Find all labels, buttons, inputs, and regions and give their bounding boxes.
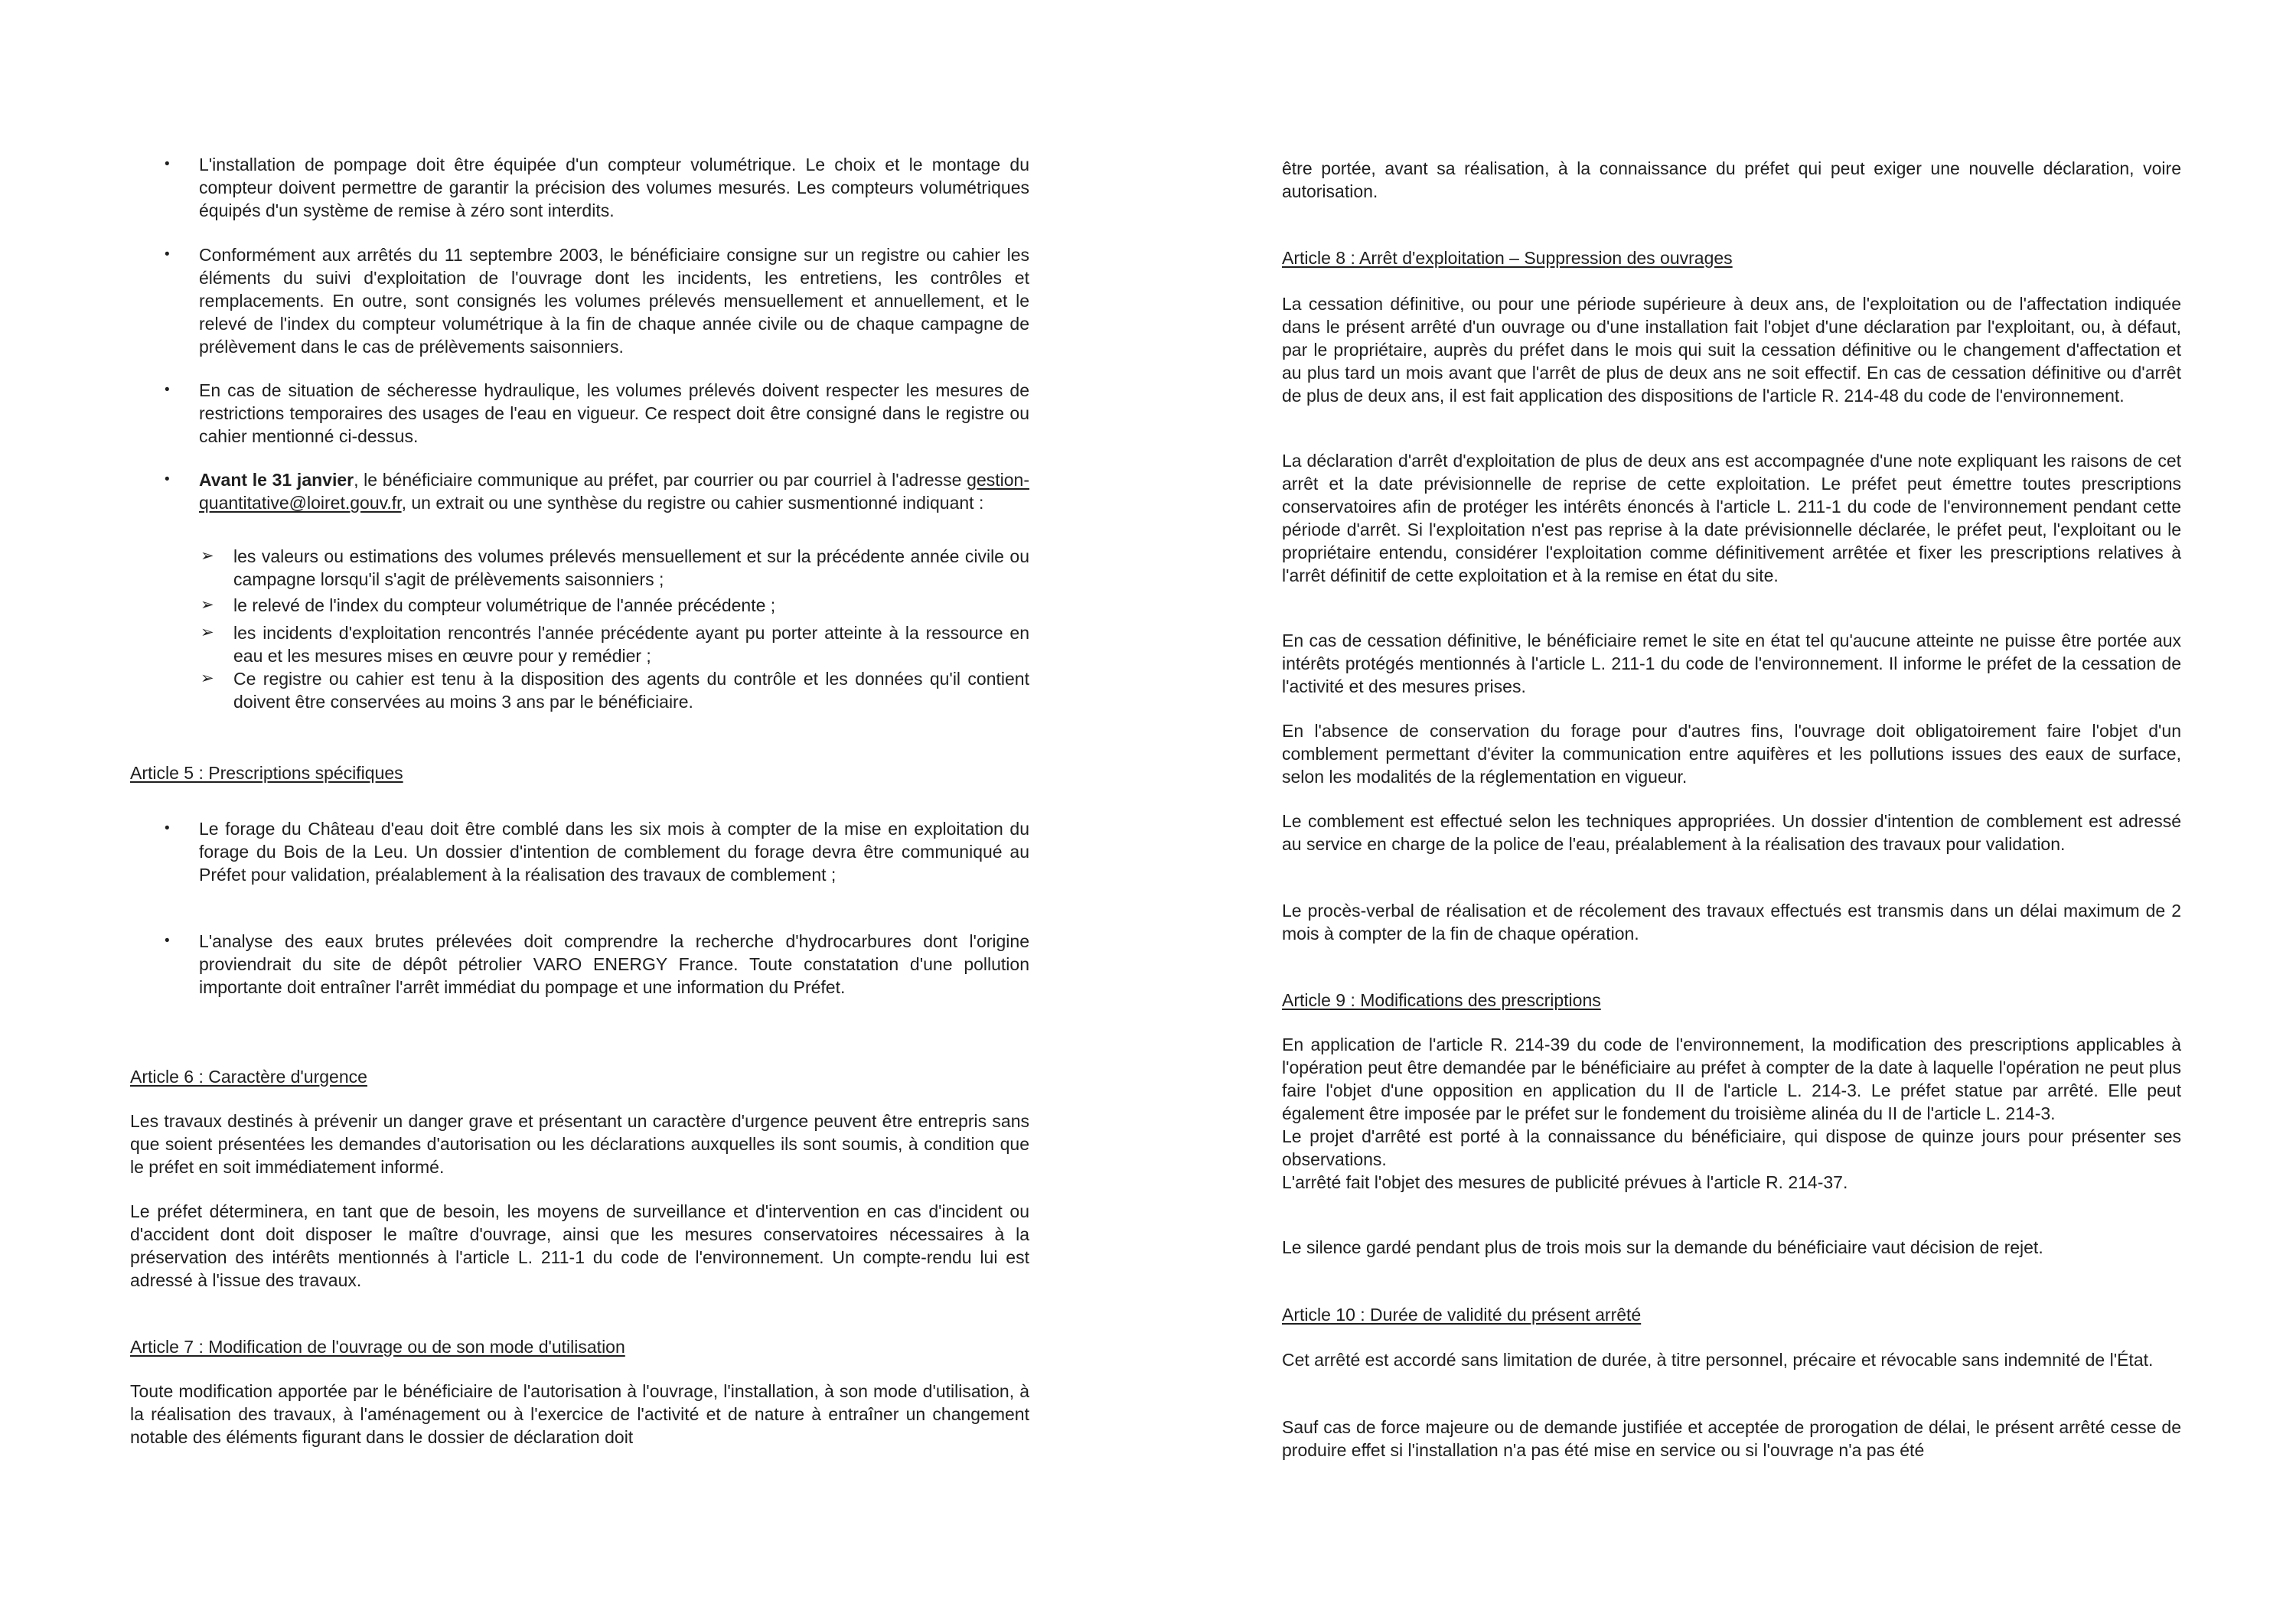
list-item bbox=[130, 379, 1029, 448]
paragraph-block bbox=[1282, 899, 2181, 945]
arrow-bullet-icon: ➢ bbox=[201, 547, 214, 565]
paragraph: La déclaration d'arrêt d'exploitation de plus de deux ans est accompagnée d'une note expliquant les raisons de cet arrêt et la date prévisionnelle de reprise de cette exploitation. Le préfet peut émettre toutes prescriptions conservatoires afin de protéger les intérêts énoncés à l'article L. 211-1 du code de l'environnement pendant cette période d'arrêt. Si l'exploitation n'est pas reprise à la date prévisionnelle déclarée, le préfet peut, l'exploitant ou le propriétaire entendu, considérer l'exploitation comme définitivement arrêtée et fixer les prescriptions relatives à l'arrêt définitif de cette exploitation et à la remise en état du site. bbox=[1282, 451, 2181, 585]
arrow-bullet-icon: ➢ bbox=[201, 670, 214, 687]
article-7-heading: Article 7 : Modification de l'ouvrage ou de son mode d'utilisation bbox=[130, 1337, 625, 1357]
paragraph-block bbox=[1282, 1033, 2181, 1194]
list-item bbox=[130, 468, 1029, 514]
bullet-icon: • bbox=[165, 246, 170, 262]
bullet-icon: • bbox=[165, 156, 170, 172]
paragraph-block bbox=[1282, 1348, 2181, 1371]
article-8-heading: Article 8 : Arrêt d'exploitation – Suppression des ouvrages bbox=[1282, 248, 1733, 268]
paragraph: L'installation de pompage doit être équipée d'un compteur volumétrique. Le choix et le montage du compteur doivent permettre de garantir la précision des volumes mesurés. Les compteurs volumétriques équipés d'un système de remise à zéro sont interdits. bbox=[199, 155, 1029, 220]
paragraph: En cas de situation de sécheresse hydraulique, les volumes prélevés doivent respecter les mesures de restrictions temporaires des usages de l'eau en vigueur. Ce respect doit être consigné dans le registre ou cahier mentionné ci-dessus. bbox=[199, 380, 1029, 446]
paragraph-block bbox=[1282, 629, 2181, 698]
deadline-label: Avant le 31 janvier bbox=[199, 470, 354, 490]
paragraph: Le comblement est effectué selon les techniques appropriées. Un dossier d'intention de comblement est adressé au service en charge de la police de l'eau, préalablement à la réalisation des travaux pour validation. bbox=[1282, 811, 2181, 854]
paragraph-block bbox=[130, 1380, 1029, 1449]
paragraph-block bbox=[130, 1200, 1029, 1292]
paragraph-block bbox=[1282, 810, 2181, 855]
paragraph: La cessation définitive, ou pour une période supérieure à deux ans, de l'exploitation ou de l'affectation indiquée dans le présent arrêté d'un ouvrage ou d'une installation fait l'objet d'une déclaration par l'exploitant, ou, à défaut, par le propriétaire, auprès du préfet dans le mois qui suit la cessation définitive ou le changement d'affectation et au plus tard un mois avant que l'arrêt de plus de deux ans ne soit effectif. En cas de cessation définitive ou d'arrêt de plus de deux ans, il est fait application des dispositions de l'article R. 214-48 du code de l'environnement. bbox=[1282, 294, 2181, 406]
paragraph-block bbox=[1282, 449, 2181, 587]
paragraph: Le silence gardé pendant plus de trois mois sur la demande du bénéficiaire vaut décision de rejet. bbox=[1282, 1237, 2043, 1257]
paragraph: Cet arrêté est accordé sans limitation de durée, à titre personnel, précaire et révocable sans indemnité de l'État. bbox=[1282, 1350, 2154, 1370]
arrow-bullet-icon: ➢ bbox=[201, 624, 214, 641]
bullet-icon: • bbox=[165, 933, 170, 949]
sub-list-item bbox=[130, 621, 1029, 667]
paragraph: Le forage du Château d'eau doit être comblé dans les six mois à compter de la mise en exploitation du forage du Bois de la Leu. Un dossier d'intention de comblement du forage devra être communiqué au Préfet pour validation, préalablement à la réalisation des travaux de comblement ; bbox=[199, 819, 1029, 885]
paragraph: En l'absence de conservation du forage pour d'autres fins, l'ouvrage doit obligatoirement faire l'objet d'un comblement permettant d'éviter la communication entre aquifères et les pollutions issues des eaux de surface, selon les modalités de la réglementation en vigueur. bbox=[1282, 721, 2181, 787]
paragraph: En cas de cessation définitive, le bénéficiaire remet le site en état tel qu'aucune atteinte ne puisse être portée aux intérêts protégés mentionnés à l'article L. 211-1 du code de l'environnement. Il informe le préfet de la cessation de l'activité et des mesures prises. bbox=[1282, 631, 2181, 696]
paragraph: Le projet d'arrêté est porté à la connaissance du bénéficiaire, qui dispose de quinze jours pour présenter ses observations. bbox=[1282, 1126, 2181, 1169]
paragraph: En application de l'article R. 214-39 du code de l'environnement, la modification des prescriptions applicables à l'opération peut être demandée par le bénéficiaire au préfet à compter de la date à laquelle l'opération ne peut plus faire l'objet d'une opposition en application du II de l'article L. 214-3. Le préfet statue par arrêté. Elle peut également être imposée par le préfet sur le fondement du troisième alinéa du II de l'article L. 214-3. bbox=[1282, 1035, 2181, 1123]
article-10-heading: Article 10 : Durée de validité du présent arrêté bbox=[1282, 1305, 1642, 1325]
paragraph: Le procès-verbal de réalisation et de récolement des travaux effectués est transmis dans un délai maximum de 2 mois à compter de la fin de chaque opération. bbox=[1282, 901, 2181, 943]
paragraph: L'arrêté fait l'objet des mesures de publicité prévues à l'article R. 214-37. bbox=[1282, 1172, 1848, 1192]
paragraph-block bbox=[1282, 719, 2181, 788]
list-item bbox=[130, 153, 1029, 222]
paragraph: Conformément aux arrêtés du 11 septembre 2003, le bénéficiaire consigne sur un registre ou cahier les éléments du suivi d'exploitation de l'ouvrage dont les incidents, les entretiens, les contrôles et remplacements. En outre, sont consignés les volumes prélevés mensuellement et annuellement, et le relevé de l'index du compteur volumétrique à la fin de chaque année civile ou de chaque campagne de prélèvement dans le cas de prélèvements saisonniers. bbox=[199, 245, 1029, 357]
paragraph-block bbox=[1282, 292, 2181, 407]
list-item bbox=[130, 243, 1029, 358]
article-9-heading: Article 9 : Modifications des prescriptions bbox=[1282, 990, 1601, 1010]
paragraph bbox=[199, 468, 1029, 514]
sub-paragraph: les valeurs ou estimations des volumes prélevés mensuellement et sur la précédente année civile ou campagne lorsqu'il s'agit de prélèvements saisonniers ; bbox=[233, 546, 1029, 589]
list-item bbox=[130, 817, 1029, 886]
bullet-icon: • bbox=[165, 820, 170, 836]
paragraph-block bbox=[130, 1110, 1029, 1178]
paragraph-block bbox=[1282, 1236, 2181, 1259]
sub-list-item bbox=[130, 545, 1029, 591]
article-5-heading: Article 5 : Prescriptions spécifiques bbox=[130, 763, 403, 783]
text-span: , un extrait ou une synthèse du registre ou cahier susmentionné indiquant : bbox=[401, 493, 984, 513]
paragraph: être portée, avant sa réalisation, à la connaissance du préfet qui peut exiger une nouvelle déclaration, voire autorisation. bbox=[1282, 158, 2181, 201]
paragraph-block bbox=[1282, 1416, 2181, 1462]
email-link[interactable]: gestion-quantitative@loiret.gouv.fr bbox=[199, 470, 1029, 513]
sub-paragraph: Ce registre ou cahier est tenu à la disposition des agents du contrôle et les données qu'il contient doivent être conservées au moins 3 ans par le bénéficiaire. bbox=[233, 669, 1029, 712]
paragraph: Sauf cas de force majeure ou de demande justifiée et acceptée de prorogation de délai, le présent arrêté cesse de produire effet si l'installation n'a pas été mise en service ou si l'ouvrage n'a pas été bbox=[1282, 1417, 2181, 1460]
sub-paragraph: le relevé de l'index du compteur volumétrique de l'année précédente ; bbox=[233, 595, 776, 615]
paragraph-block bbox=[1282, 157, 2181, 203]
list-item bbox=[130, 930, 1029, 999]
bullet-icon: • bbox=[165, 382, 170, 398]
arrow-bullet-icon: ➢ bbox=[201, 596, 214, 614]
paragraph: Le préfet déterminera, en tant que de besoin, les moyens de surveillance et d'intervention en cas d'incident ou d'accident dont doit disposer le maître d'ouvrage, ainsi que les mesures conservatoires nécessaires à la préservation des intérêts mentionnés à l'article L. 211-1 du code de l'environnement. Un compte-rendu lui est adressé à l'issue des travaux. bbox=[130, 1201, 1029, 1290]
sub-paragraph: les incidents d'exploitation rencontrés l'année précédente ayant pu porter atteinte à la ressource en eau et les mesures mises en œuvre pour y remédier ; bbox=[233, 623, 1029, 666]
paragraph: Toute modification apportée par le bénéficiaire de l'autorisation à l'ouvrage, l'installation, à son mode d'utilisation, à la réalisation des travaux, à l'aménagement ou à l'exercice de l'activité et de nature à entraîner un changement notable des éléments figurant dans le dossier de déclaration doit bbox=[130, 1381, 1029, 1447]
article-6-heading: Article 6 : Caractère d'urgence bbox=[130, 1067, 367, 1087]
text-span: , le bénéficiaire communique au préfet, par courrier ou par courriel à l'adresse bbox=[354, 470, 967, 490]
sub-list-item bbox=[130, 594, 1029, 617]
paragraph: L'analyse des eaux brutes prélevées doit comprendre la recherche d'hydrocarbures dont l'origine proviendrait du site de dépôt pétrolier VARO ENERGY France. Toute constatation d'une pollution importante doit entraîner l'arrêt immédiat du pompage et une information du Préfet. bbox=[199, 931, 1029, 997]
sub-list-item bbox=[130, 667, 1029, 713]
paragraph: Les travaux destinés à prévenir un danger grave et présentant un caractère d'urgence peuvent être entrepris sans que soient présentées les demandes d'autorisation ou les déclarations auxquelles ils sont soumis, à condition que le préfet en soit immédiatement informé. bbox=[130, 1111, 1029, 1177]
bullet-icon: • bbox=[165, 471, 170, 487]
